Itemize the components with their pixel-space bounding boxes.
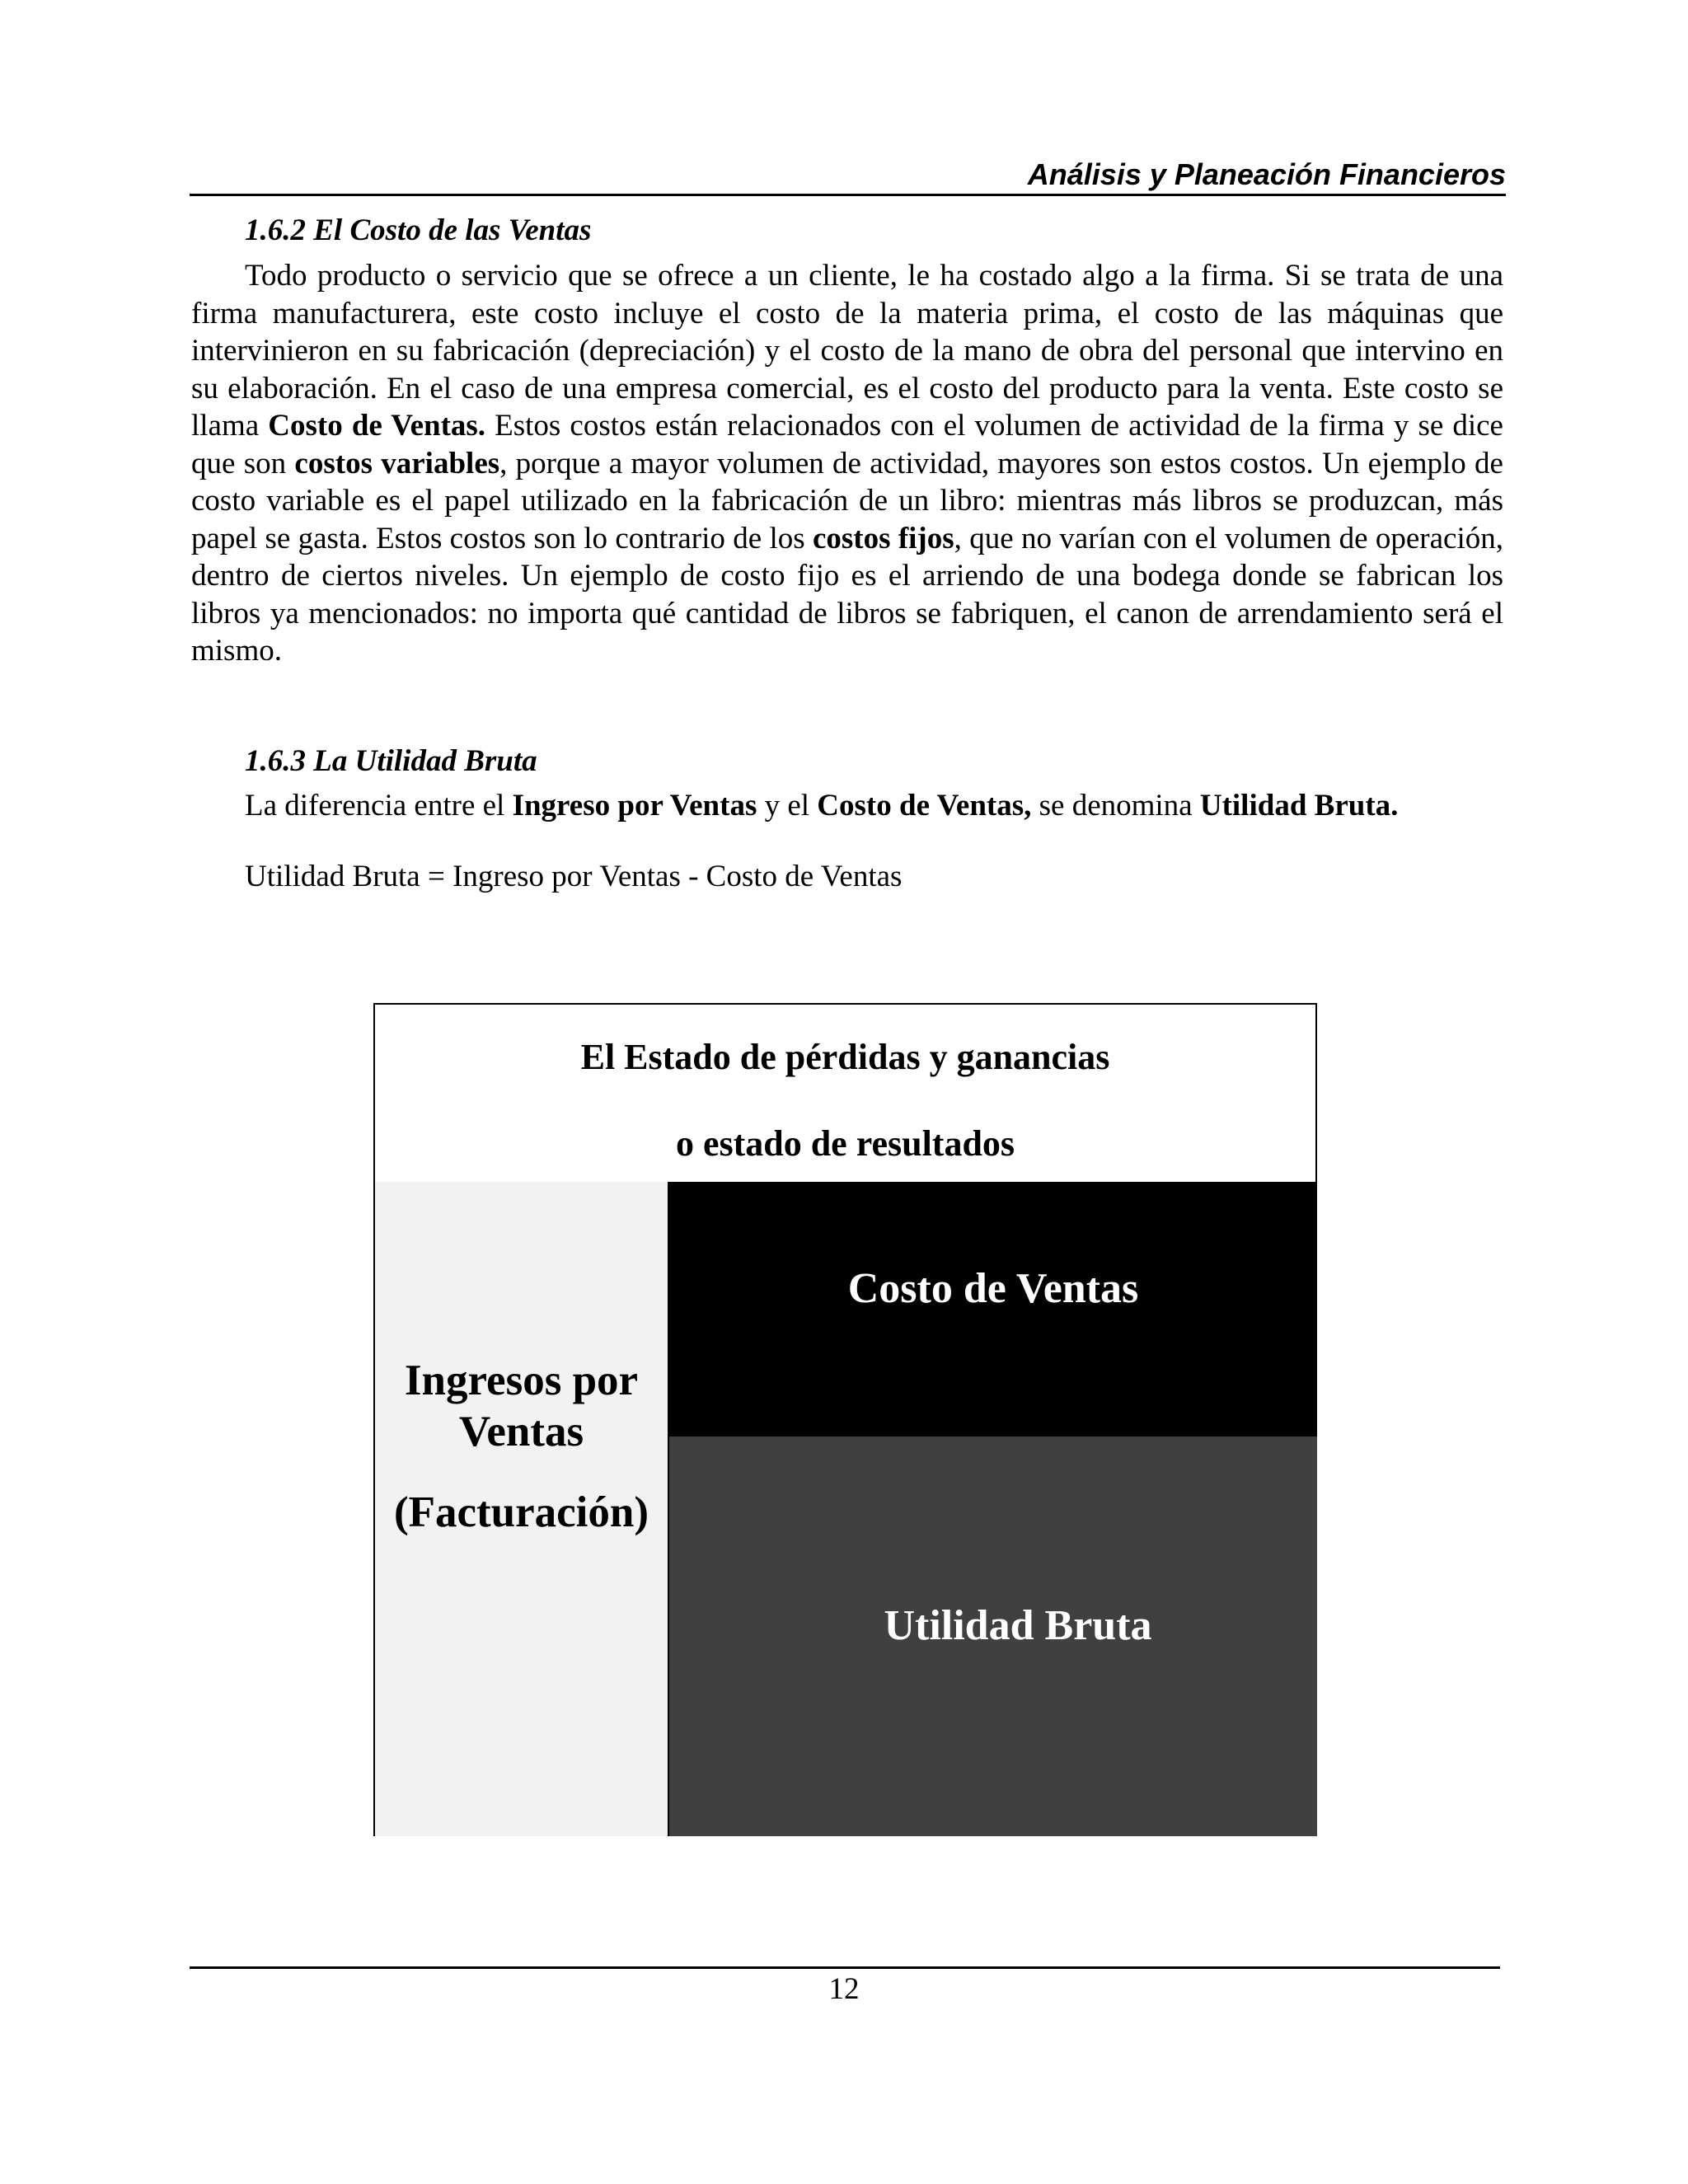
bold-term: Utilidad Bruta. (1199, 789, 1399, 823)
section-title-1-6-2: 1.6.2 El Costo de las Ventas (245, 213, 592, 247)
costo-de-ventas-block (669, 1182, 1317, 1436)
bold-term: Costo de Ventas. (268, 409, 486, 443)
diagram-title (375, 1005, 1315, 1182)
section-title-1-6-3: 1.6.3 La Utilidad Bruta (245, 744, 537, 778)
ingresos-por-ventas-label: Ingresos por Ventas (404, 1357, 639, 1455)
utilidad-bruta-formula: Utilidad Bruta = Ingreso por Ventas - Costo de Ventas (245, 860, 903, 893)
section-1-6-2-paragraph (191, 257, 1503, 670)
text-run: y el (757, 789, 818, 823)
diagram-title-line-2: o estado de resultados (675, 1123, 1015, 1164)
utilidad-bruta-label: Utilidad Bruta (884, 1602, 1152, 1649)
running-header-title: Análisis y Planeación Financieros (1027, 157, 1506, 191)
text-run: , porque a mayor volumen de actividad, mayores son estos costos. Un ejemplo de costo variable es el papel utilizado en la fabricación de un libro: mientras más libros se produzcan, más papel se gasta. Estos costos son lo contrario de los (191, 446, 1503, 555)
footer-rule (190, 1966, 1500, 1969)
text-run: Estos costos están relacionados con el volumen de actividad de la firma y se dice que son (191, 409, 1503, 480)
text-run: La diferencia entre el (245, 789, 513, 823)
section-1-6-3-sentence (245, 788, 1398, 824)
income-statement-diagram (373, 1003, 1317, 1836)
bold-term: Costo de Ventas, (817, 789, 1032, 823)
text-run: , que no varían con el volumen de operación, dentro de ciertos niveles. Un ejemplo de costo fijo es el arriendo de una bodega donde se fabrican los libros ya mencionados: no importa qué cantidad de libros se fabriquen, el canon de arrendamiento será el mismo. (191, 521, 1503, 668)
page-number: 12 (828, 1972, 860, 2006)
header-rule (190, 194, 1506, 196)
facturacion-label: (Facturación) (393, 1488, 649, 1536)
text-run: se denomina (1031, 789, 1200, 823)
costo-de-ventas-label: Costo de Ventas (847, 1265, 1139, 1312)
bold-term: costos fijos (812, 521, 954, 555)
diagram-title-line-1: El Estado de pérdidas y ganancias (580, 1037, 1110, 1077)
ingresos-por-ventas-block (375, 1182, 669, 1836)
bold-term: costos variables (294, 446, 500, 480)
text-run: Todo producto o servicio que se ofrece a un cliente, le ha costado algo a la firma. Si se trata de una firma manufacturera, este costo incluye el costo de la materia prima, el costo de las máquinas que intervinieron en su fabricación (depreciación) y el costo de la mano de obra del personal que intervino en su elaboración. En el caso de una empresa comercial, es el costo del producto para la venta. Este costo se llama (191, 259, 1503, 443)
bold-term: Ingreso por Ventas (512, 789, 757, 823)
utilidad-bruta-block (669, 1436, 1317, 1836)
